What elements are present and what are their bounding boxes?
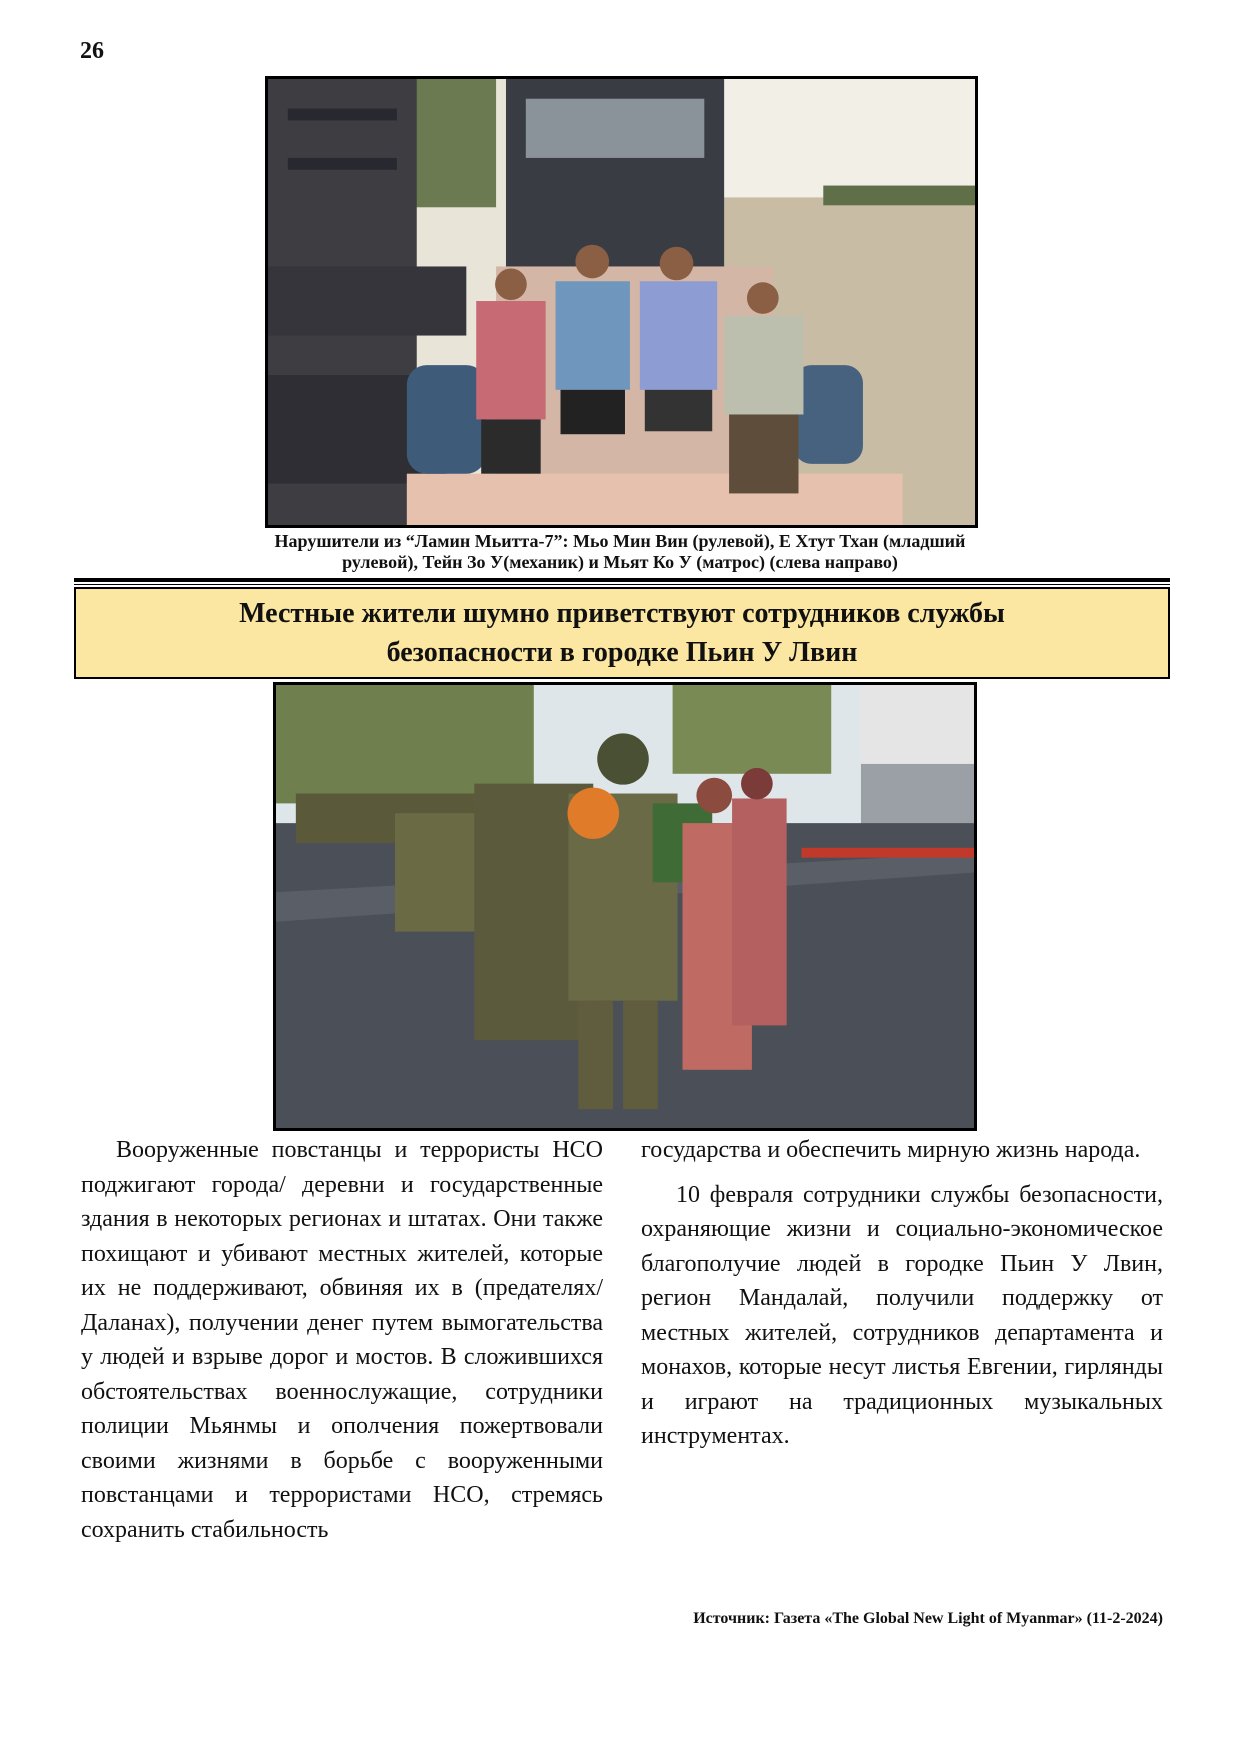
headline [74, 587, 1170, 679]
source-credit: Источник: Газета «The Global New Light of Myanmar» (11-2-2024) [693, 1610, 1163, 1627]
headline-line-2: безопасности в городке Пьин У Лвин [386, 637, 858, 668]
headline-line-1: Местные жители шумно приветствуют сотрудников службы [239, 598, 1005, 629]
caption-line-1: Нарушители из “Ламин Мьитта-7”: Мьо Мин Вин (рулевой), Е Хтут Тхан (младший [274, 531, 966, 551]
section-rule-thin [74, 584, 1170, 585]
body-paragraph-2: 10 февраля сотрудники службы безопасности, охраняющие жизни и социально-экономическое благополучие людей в городке Пьин У Лвин, регион Мандалай, получили поддержку от местных жителей, сотрудников департамента и монахов, которые несут листья Евгении, гирлянды и играют на традиционных музыкальных инструментах. [641, 1181, 1163, 1449]
page-number: 26 [80, 38, 104, 64]
body-paragraph-1: Вооруженные повстанцы и террористы НСО поджигают города/ деревни и государственные здания в некоторых регионах и штатах. Они также похищают и убивают местных жителей, которые их не поддерживают, обвиняя их в (предателях/Даланах), получении денег путем вымогательства у людей и взрыве дорог и мостов. В сложившихся обстоятельствах военнослужащие, сотрудники полиции Мьянмы и ополчения пожертвовали своими жизнями в борьбе с вооруженными повстанцами и террористами НСО, стремясь сохранить стабильность [81, 1137, 603, 1543]
soldiers-welcome-photo [273, 682, 977, 1131]
section-rule-thick [74, 578, 1170, 582]
body-paragraph-1-continued: государства и обеспечить мирную жизнь народа. [641, 1137, 1141, 1163]
body-column-left [81, 1133, 603, 1547]
photo-caption [150, 531, 1090, 573]
boat-crew-photo [265, 76, 978, 528]
caption-line-2: рулевой), Тейн Зо У(механик) и Мьят Ко У (матрос) (слева направо) [342, 552, 898, 572]
body-column-right [641, 1133, 1163, 1454]
